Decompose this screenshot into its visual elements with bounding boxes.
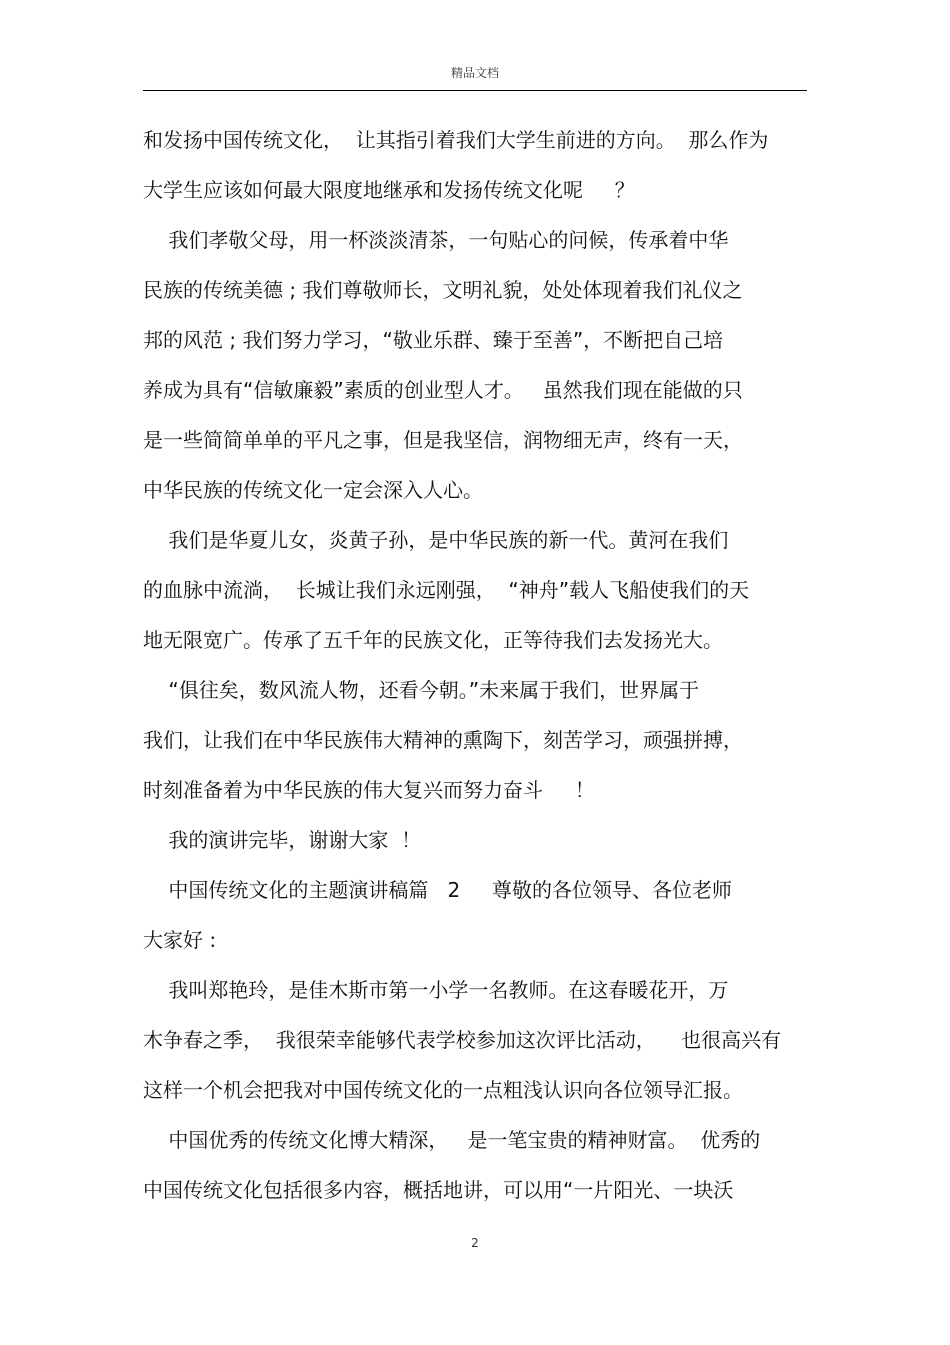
header-divider (143, 90, 807, 91)
text-line: 我们，让我们在中华民族伟大精神的熏陶下，刻苦学习，顽强拼搏， (143, 728, 743, 752)
text-line: 是一些简简单单的平凡之事，但是我坚信，润物细无声，终有一天， (143, 428, 743, 452)
text-line: 我叫郑艳玲，是佳木斯市第一小学一名教师。在这春暖花开，万 (143, 978, 729, 1002)
text-line: 养成为具有“信敏廉毅”素质的创业型人才。 虽然我们现在能做的只 (143, 378, 743, 402)
text-line: 中国优秀的传统文化博大精深， 是一笔宝贵的精神财富。 优秀的 (143, 1128, 761, 1152)
text-line: 地无限宽广。传承了五千年的民族文化，正等待我们去发扬光大。 (143, 628, 723, 652)
text-line: 这样一个机会把我对中国传统文化的一点粗浅认识向各位领导汇报。 (143, 1078, 743, 1102)
text-line: 中华民族的传统文化一定会深入人心。 (143, 478, 483, 502)
text-line: 的血脉中流淌， 长城让我们永远刚强， “神舟”载人飞船使我们的天 (143, 578, 750, 602)
text-line: 民族的传统美德 ; 我们尊敬师长，文明礼貌，处处体现着我们礼仪之 (143, 278, 743, 302)
text-line: 和发扬中国传统文化， 让其指引着我们大学生前进的方向。 那么作为 (143, 128, 769, 152)
text-line: 中国传统文化的主题演讲稿篇 2 尊敬的各位领导、各位老师 (143, 878, 733, 902)
text-line: 中国传统文化包括很多内容，概括地讲，可以用“一片阳光、一块沃 (143, 1178, 734, 1202)
text-line: 邦的风范 ; 我们努力学习，“敬业乐群、臻于至善”，不断把自己培 (143, 328, 724, 352)
page-header: 精品文档 (450, 66, 499, 80)
text-line: 大学生应该如何最大限度地继承和发扬传统文化呢 ？ (143, 178, 635, 202)
text-line: 我们是华夏儿女，炎黄子孙，是中华民族的新一代。黄河在我们 (143, 528, 729, 552)
page-number: 2 (471, 1236, 479, 1250)
text-line: 时刻准备着为中华民族的伟大复兴而努力奋斗 ！ (143, 778, 595, 802)
text-line: 大家好 : (143, 928, 217, 952)
text-line: “俱往矣，数风流人物，还看今朝。”未来属于我们，世界属于 (143, 678, 700, 702)
text-line: 木争春之季， 我很荣幸能够代表学校参加这次评比活动， 也很高兴有 (143, 1028, 782, 1052)
text-line: 我们孝敬父母，用一杯淡淡清茶，一句贴心的问候，传承着中华 (143, 228, 729, 252)
text-line: 我的演讲完毕，谢谢大家 ！ (143, 828, 422, 852)
